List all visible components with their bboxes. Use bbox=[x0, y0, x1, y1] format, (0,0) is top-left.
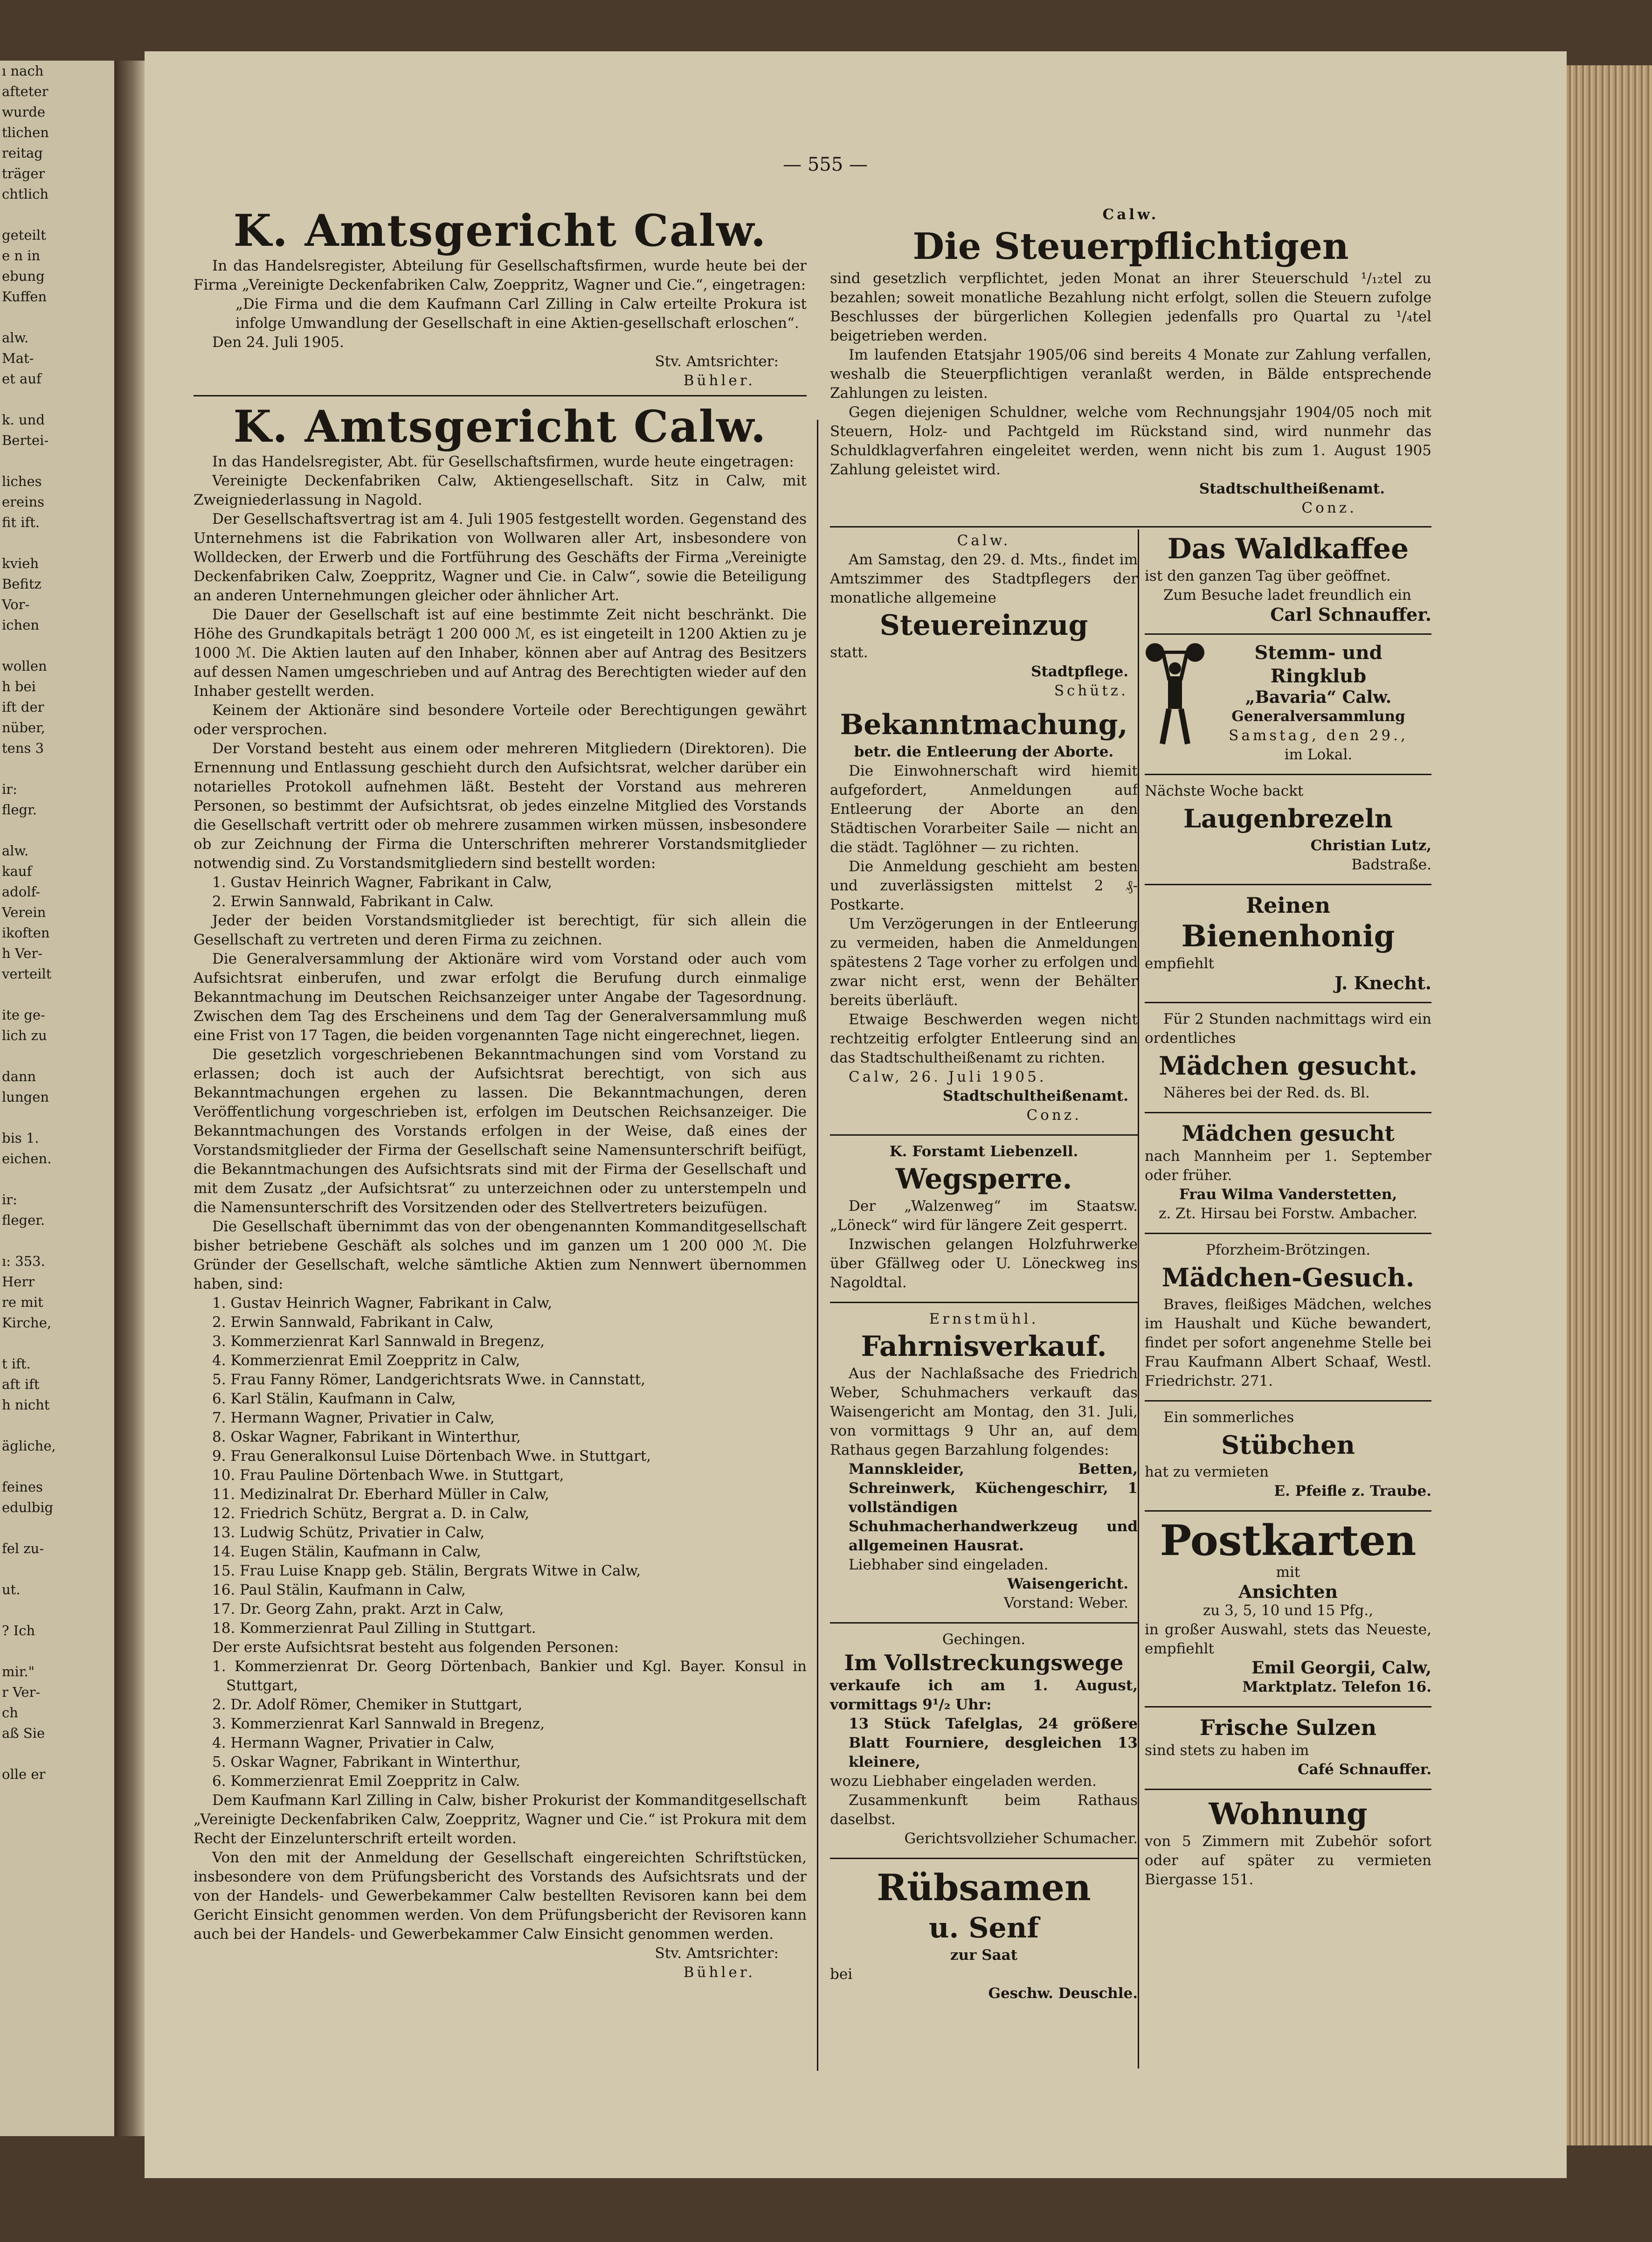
notice-bekanntmachung bbox=[830, 705, 1138, 1130]
prev-page-line: feines bbox=[2, 1479, 43, 1495]
prev-page-line: ir: bbox=[2, 1192, 17, 1208]
divider bbox=[830, 526, 1431, 528]
list-item: 13. Ludwig Schütz, Privatier in Calw, bbox=[212, 1524, 485, 1541]
notice-title: Bekanntmachung, bbox=[840, 708, 1128, 741]
ad-laugenbrezeln bbox=[1145, 780, 1431, 879]
column-rule bbox=[1138, 529, 1139, 2068]
list-item: 9. Frau Generalkonsul Luise Dörtenbach Wwe. in Stuttgart, bbox=[212, 1448, 651, 1465]
prev-page-line bbox=[0, 1230, 114, 1251]
ad-title: Postkarten bbox=[1160, 1516, 1417, 1565]
prev-page-line: ut. bbox=[2, 1582, 21, 1597]
list-item: 14. Eugen Stälin, Kaufmann in Calw, bbox=[212, 1543, 481, 1560]
prev-page-line: ichen bbox=[2, 617, 40, 633]
column-rule bbox=[817, 420, 818, 2071]
column-right bbox=[1145, 529, 1431, 1894]
notice-title: Die Steuerpflichtigen bbox=[912, 225, 1349, 268]
ad-signature: J. Knecht. bbox=[1334, 972, 1431, 993]
prev-page-line: aß Sie bbox=[2, 1725, 45, 1741]
prev-page-line: Verein bbox=[2, 904, 46, 920]
prev-page-line bbox=[0, 1107, 114, 1128]
list-item: 5. Frau Fanny Römer, Landgerichtsrats Wwe. in Cannstatt, bbox=[212, 1371, 646, 1388]
prev-page-line bbox=[0, 533, 114, 553]
prev-page-line: bis 1. bbox=[2, 1130, 39, 1146]
notice-steuereinzug bbox=[830, 529, 1138, 705]
prev-page-line bbox=[0, 1046, 114, 1066]
ad-text: Für 2 Stunden nachmittags wird ein ordentliches bbox=[1145, 1011, 1431, 1047]
prev-page-line: ch bbox=[2, 1705, 18, 1721]
ad-postkarten bbox=[1145, 1516, 1431, 1701]
prev-page-line: h nicht bbox=[2, 1397, 50, 1413]
notice-signature: Conz. bbox=[1301, 500, 1357, 516]
prev-page-line: wollen bbox=[2, 658, 47, 674]
ad-text: hat zu vermieten bbox=[1145, 1464, 1269, 1480]
prev-page-line: olle er bbox=[2, 1766, 46, 1782]
notice-text: Zusammenkunft beim Rathaus daselbst. bbox=[830, 1792, 1138, 1828]
list-item: 6. Karl Stälin, Kaufmann in Calw, bbox=[212, 1390, 456, 1407]
column-middle bbox=[830, 529, 1138, 2008]
ad-title-line2: u. Senf bbox=[928, 1912, 1039, 1944]
previous-page-edge bbox=[0, 61, 114, 2136]
prev-page-line: h Ver- bbox=[2, 945, 42, 961]
prev-page-line: eichen. bbox=[2, 1151, 52, 1166]
ad-title: Laugenbrezeln bbox=[1183, 804, 1393, 833]
ad-title: Rübsamen bbox=[877, 1867, 1091, 1909]
ad-text: in großer Auswahl, stets das Neueste, empfiehlt bbox=[1145, 1621, 1431, 1657]
prev-page-line bbox=[0, 1559, 114, 1579]
prev-page-line bbox=[0, 204, 114, 225]
divider bbox=[1145, 633, 1431, 635]
divider bbox=[1145, 884, 1431, 885]
notice-text: Der „Walzenweg“ im Staatsw. „Löneck“ wird für längere Zeit gesperrt. bbox=[830, 1198, 1138, 1234]
ad-text: bei bbox=[830, 1966, 853, 1983]
list-item: 8. Oskar Wagner, Fabrikant in Winterthur, bbox=[212, 1429, 521, 1445]
prev-page-line: ir: bbox=[2, 781, 17, 797]
notice-text: wozu Liebhaber eingeladen werden. bbox=[830, 1773, 1097, 1790]
notice-title: K. Amtsgericht Calw. bbox=[233, 401, 767, 452]
notice-text: Vereinigte Deckenfabriken Calw, Aktiengesellschaft. Sitz in Calw, mit Zweigniederlassung in Nagold. bbox=[194, 472, 807, 508]
ad-bienenhonig bbox=[1145, 890, 1431, 997]
list-item: 4. Hermann Wagner, Privatier in Calw, bbox=[212, 1735, 495, 1751]
ad-signature: Café Schnauffer. bbox=[1297, 1761, 1431, 1778]
list-item: 1. Kommerzienrat Dr. Georg Dörtenbach, Bankier und Kgl. Bayer. Konsul in Stuttgart, bbox=[212, 1658, 807, 1694]
book-gutter bbox=[114, 61, 145, 2136]
prev-page-line: et auf bbox=[2, 371, 41, 387]
notice-text: Von den mit der Anmeldung der Gesellschaft eingereichten Schriftstücken, insbesondere von dem Prüfungsbericht des Vorstands des Aufsichtsrats und der von der Handels- und Gewerbekammer Calw bestellten Revisoren kann bei dem Gericht Einsicht genommen werden. Von dem Prüfungsbericht der Revisoren kann auch bei der Handels- und Gewerbekammer Calw Einsicht genommen werden. bbox=[194, 1849, 807, 1943]
prev-page-line: ereins bbox=[2, 494, 45, 510]
notice-text: Etwaige Beschwerden wegen nicht rechtzeitig erfolgter Entleerung sind an das Stadtschultheißenamt zu richten. bbox=[830, 1011, 1138, 1066]
ad-title: Stübchen bbox=[1221, 1430, 1355, 1460]
ad-maedchen-1 bbox=[1145, 1008, 1431, 1107]
prev-page-line: ı: 353. bbox=[2, 1253, 45, 1269]
prev-page-line: Herr bbox=[2, 1274, 35, 1290]
ad-title: Mädchen gesucht bbox=[1182, 1121, 1395, 1146]
notice-items: 13 Stück Tafelglas, 24 größere Blatt Fourniere, desgleichen 13 kleinere, bbox=[849, 1715, 1138, 1770]
prev-page-line bbox=[0, 1415, 114, 1436]
prev-page-line: Kirche, bbox=[2, 1315, 52, 1331]
ad-sulzen bbox=[1145, 1712, 1431, 1784]
notice-text: Die Anmeldung geschieht am besten und zuverlässigsten mittelst 2 ₰-Postkarte. bbox=[830, 858, 1138, 913]
notice-date: Calw, 26. Juli 1905. bbox=[849, 1069, 1047, 1085]
divider bbox=[830, 1134, 1138, 1136]
prev-page-line: h bei bbox=[2, 679, 36, 694]
page-number: — 555 — bbox=[783, 154, 868, 175]
list-item: 2. Erwin Sannwald, Fabrikant in Calw, bbox=[212, 1314, 494, 1331]
ad-text: Nächste Woche backt bbox=[1145, 783, 1304, 799]
ad-text: Braves, fleißiges Mädchen, welches im Haushalt und Küche bewandert, findet per sofort angenehme Stelle bei Frau Kaufmann Albert Schaaf, Westl. Friedrichstr. 271. bbox=[1145, 1296, 1431, 1389]
ad-maedchen-2 bbox=[1145, 1118, 1431, 1228]
notice-text: Die Gesellschaft übernimmt das von der obengenannten Kommanditgesellschaft bisher betriebene Geschäft als solches und im ganzen um 1 200 000 ℳ. Die Gründer der Gesellschaft, welche sämtliche Aktien zum Nennwert übernommen haben, sind: bbox=[194, 1218, 807, 1292]
ad-text: Näheres bei der Red. ds. Bl. bbox=[1163, 1084, 1370, 1101]
notice-subtitle: betr. die Entleerung der Aborte. bbox=[854, 743, 1114, 760]
notice-signature-title: Stv. Amtsrichter: bbox=[655, 353, 779, 370]
notice-place: Calw. bbox=[957, 532, 1011, 549]
notice-signature-title: Stadtschultheißenamt. bbox=[1199, 480, 1385, 497]
notice-title: Fahrnisverkauf. bbox=[861, 1330, 1107, 1363]
notice-signature: Bühler. bbox=[683, 1964, 755, 1981]
list-item: 2. Erwin Sannwald, Fabrikant in Calw. bbox=[212, 893, 494, 910]
prev-page-line: geteilt bbox=[2, 227, 46, 243]
prev-page-line bbox=[0, 984, 114, 1005]
notice-signature-title: Stadtschultheißenamt. bbox=[942, 1088, 1128, 1104]
notice-text: Aus der Nachlaßsache des Friedrich Weber, Schuhmachers verkauft das Waisengericht am Montag, den 31. Juli, von vormittags 9 Uhr an, auf dem Rathaus gegen Barzahlung folgendes: bbox=[830, 1365, 1138, 1458]
divider bbox=[1145, 1112, 1431, 1113]
notice-text: statt. bbox=[830, 644, 868, 661]
prev-page-line: Befitz bbox=[2, 576, 41, 592]
prev-page-line bbox=[0, 820, 114, 840]
notice-items: Mannskleider, Betten, Schreinwerk, Küchengeschirr, 1 vollständigen Schuhmacherhandwerkzeug und allgemeinen Hausrat. bbox=[849, 1461, 1138, 1554]
notice-signature: Bühler. bbox=[683, 372, 755, 389]
notice-text: Am Samstag, den 29. d. Mts., findet im Amtszimmer des Stadtpflegers der monatliche allgemeine bbox=[830, 551, 1138, 606]
divider bbox=[1145, 1002, 1431, 1003]
notice-text: verkaufe ich am 1. August, vormittags 9¹/₂ Uhr: bbox=[830, 1677, 1138, 1713]
notice-place: Ernstmühl. bbox=[929, 1311, 1039, 1327]
notice-signature: Vorstand: Weber. bbox=[1003, 1595, 1128, 1611]
divider bbox=[830, 1622, 1138, 1624]
prev-page-line: alw. bbox=[2, 843, 29, 859]
notice-vollstreckung bbox=[830, 1628, 1138, 1853]
notice-signature: Gerichtsvollzieher Schumacher. bbox=[904, 1830, 1138, 1847]
prev-page-line: edulbig bbox=[2, 1499, 54, 1515]
ad-waldkaffee bbox=[1145, 529, 1431, 629]
prev-page-line bbox=[0, 1333, 114, 1354]
prev-page-line bbox=[0, 1518, 114, 1538]
ad-title: Das Waldkaffee bbox=[1167, 533, 1409, 565]
prev-page-line: reitag bbox=[2, 145, 43, 161]
list-item: 18. Kommerzienrat Paul Zilling in Stuttgart. bbox=[212, 1620, 536, 1637]
prev-page-line: träger bbox=[2, 166, 45, 181]
notice-text: Um Verzögerungen in der Entleerung zu vermeiden, haben die Anmeldungen spätestens 2 Tage vorher zu erfolgen und zwar nicht erst, wenn der Behälter bereits überläuft. bbox=[830, 916, 1138, 1009]
divider bbox=[830, 1302, 1138, 1303]
prev-page-line: Kuffen bbox=[2, 289, 47, 305]
prev-page-line: tens 3 bbox=[2, 740, 44, 756]
notice-amtsgericht-1 bbox=[194, 205, 807, 390]
notice-text: Gegen diejenigen Schuldner, welche vom Rechnungsjahr 1904/05 noch mit Steuern, Holz- und Pachtgeld im Rückstand sind, wird nunmehr das Schuldklagverfahren eingeleitet werden, wenn nicht bis zum 1. August 1905 Zahlung geleistet wird. bbox=[830, 404, 1431, 478]
prev-page-line: ägliche, bbox=[2, 1438, 56, 1454]
notice-title: Wegsperre. bbox=[895, 1163, 1072, 1195]
notice-signature: Conz. bbox=[1026, 1107, 1082, 1124]
notice-text: Jeder der beiden Vorstandsmitglieder ist berechtigt, für sich allein die Gesellschaft zu vertreten und deren Firma zu zeichnen. bbox=[194, 912, 807, 948]
prev-page-line: verteilt bbox=[2, 966, 52, 982]
list-item: 2. Dr. Adolf Römer, Chemiker in Stuttgart, bbox=[212, 1696, 523, 1713]
prev-page-line: dann bbox=[2, 1069, 36, 1084]
divider bbox=[1145, 774, 1431, 775]
ad-signature: Carl Schnauffer. bbox=[1270, 604, 1431, 625]
ad-title: Frische Sulzen bbox=[1199, 1715, 1377, 1740]
prev-page-line: tlichen bbox=[2, 125, 49, 140]
ad-text: Zum Besuche ladet freundlich ein bbox=[1163, 587, 1411, 604]
notice-date: Den 24. Juli 1905. bbox=[212, 334, 344, 351]
prev-page-line: t ift. bbox=[2, 1356, 31, 1372]
ad-address: Marktplatz. Telefon 16. bbox=[1242, 1679, 1431, 1695]
divider bbox=[1145, 1706, 1431, 1708]
ad-title: Mädchen gesucht. bbox=[1159, 1051, 1417, 1081]
ad-subtitle: „Bavaria“ Calw. bbox=[1245, 687, 1392, 707]
notice-text: Der Gesellschaftsvertrag ist am 4. Juli 1905 festgestellt worden. Gegenstand des Unternehmens ist die Fabrikation von Wollwaren aller Art, insbesondere von Wolldecken, der Erwerb und die Fortführung des Geschäfts der Firma „Vereinigte Deckenfabriken Calw, Zoeppritz, Wagner und Cie. in Calw“, sowie die Beteiligung an anderen Unternehmungen gleicher oder ähnlicher Art. bbox=[194, 511, 807, 604]
prev-page-line: ift der bbox=[2, 699, 44, 715]
list-item: 1. Gustav Heinrich Wagner, Fabrikant in Calw, bbox=[212, 1295, 553, 1312]
prev-page-line bbox=[0, 307, 114, 327]
ad-title-line2: Bienenhonig bbox=[1181, 919, 1395, 954]
prev-page-line bbox=[0, 1641, 114, 1661]
ad-place: Pforzheim-Brötzingen. bbox=[1205, 1242, 1371, 1258]
prev-page-line bbox=[0, 758, 114, 779]
prev-page-line: re mit bbox=[2, 1294, 43, 1310]
divider bbox=[194, 395, 807, 396]
list-item: 3. Kommerzienrat Karl Sannwald in Bregenz, bbox=[212, 1333, 545, 1350]
notice-text: Der Vorstand besteht aus einem oder mehreren Mitgliedern (Direktoren). Die Ernennung und Entlassung geschieht durch den Aufsichtsrat, welcher darüber ein notarielles Protokoll aufnehmen läßt. Besteht der Vorstand aus mehreren Personen, so bestimmt der Aufsichtsrat, ob jedes einzelne Mitglied des Vorstands die Gesellschaft vertritt oder ob mehrere zusammen wirken müssen, insbesondere ob zur Zeichnung der Firma die Unterschriften mehrerer Vorstandsmitglieder notwendig sind. Zu Vorstandsmitgliedern sind bestellt worden: bbox=[194, 740, 807, 872]
divider bbox=[1145, 1400, 1431, 1402]
ad-signature: E. Pfeifle z. Traube. bbox=[1274, 1483, 1431, 1499]
prev-page-line: k. und bbox=[2, 412, 45, 428]
ad-text: empfiehlt bbox=[1145, 955, 1214, 972]
notice-title: K. Amtsgericht Calw. bbox=[233, 205, 767, 257]
ad-text: ist den ganzen Tag über geöffnet. bbox=[1145, 568, 1391, 584]
ad-text: im Lokal. bbox=[1284, 746, 1353, 763]
ad-stuebchen bbox=[1145, 1406, 1431, 1506]
notice-signature-title: Stv. Amtsrichter: bbox=[655, 1945, 779, 1962]
prev-page-line: lungen bbox=[2, 1089, 49, 1105]
ad-title: Stemm- und Ringklub bbox=[1254, 642, 1382, 687]
notice-wegsperre bbox=[830, 1140, 1138, 1297]
ad-signature: Frau Wilma Vanderstetten, bbox=[1179, 1186, 1397, 1203]
prev-page-line: mir." bbox=[2, 1664, 35, 1680]
page-edges bbox=[1567, 65, 1652, 2145]
ad-title: Mädchen-Gesuch. bbox=[1161, 1263, 1415, 1292]
divider bbox=[1145, 1510, 1431, 1512]
prev-page-line: alw. bbox=[2, 330, 29, 346]
notice-signature-title: Waisengericht. bbox=[1007, 1576, 1128, 1592]
prev-page-line: e n in bbox=[2, 248, 41, 264]
list-item: 11. Medizinalrat Dr. Eberhard Müller in Calw, bbox=[212, 1486, 549, 1503]
prev-page-line bbox=[0, 451, 114, 471]
prev-page-line bbox=[0, 635, 114, 656]
prev-page-line: adolf- bbox=[2, 884, 41, 900]
list-item: 1. Gustav Heinrich Wagner, Fabrikant in Calw, bbox=[212, 874, 553, 891]
prev-page-line: ı nach bbox=[2, 63, 44, 79]
list-item: 16. Paul Stälin, Kaufmann in Calw, bbox=[212, 1582, 466, 1598]
list-item: 15. Frau Luise Knapp geb. Stälin, Bergrats Witwe in Calw, bbox=[212, 1562, 641, 1579]
prev-page-line bbox=[0, 1743, 114, 1764]
prev-page-line: fel zu- bbox=[2, 1541, 44, 1556]
notice-title: Steuereinzug bbox=[879, 609, 1088, 642]
weightlifter-icon bbox=[1145, 641, 1205, 749]
notice-amtsgericht-2 bbox=[194, 401, 807, 1982]
prev-page-line: fit ift. bbox=[2, 514, 40, 530]
ad-text: von 5 Zimmern mit Zubehör sofort oder auf später zu vermieten Biergasse 151. bbox=[1145, 1833, 1431, 1888]
prev-page-line: ite ge- bbox=[2, 1007, 45, 1023]
aufsichtsrat-list bbox=[194, 1657, 807, 1791]
notice-text: Dem Kaufmann Karl Zilling in Calw, bisher Prokurist der Kommanditgesellschaft „Vereinigte Deckenfabriken Calw, Zoeppritz, Wagner und Cie.“ ist Prokura mit dem Recht der Einzelunterschrift erteilt worden. bbox=[194, 1792, 807, 1847]
notice-text: Die Einwohnerschaft wird hiemit aufgefordert, Anmeldungen auf Entleerung der Aborte an den Städtischen Vorarbeiter Saile — nicht an die städt. Taglöhner — zu richten. bbox=[830, 763, 1138, 856]
ad-title: Reinen bbox=[1245, 893, 1331, 918]
prev-page-line: chtlich bbox=[2, 186, 49, 202]
list-item: 7. Hermann Wagner, Privatier in Calw, bbox=[212, 1409, 495, 1426]
prev-page-line: aft ift bbox=[2, 1376, 40, 1392]
notice-signature: Schütz. bbox=[1054, 682, 1128, 699]
list-item: 4. Kommerzienrat Emil Zoeppritz in Calw, bbox=[212, 1352, 520, 1369]
ad-address: Badstraße. bbox=[1351, 856, 1431, 873]
prev-page-line: kauf bbox=[2, 863, 32, 879]
prev-page-line: r Ver- bbox=[2, 1684, 41, 1700]
notice-text: sind gesetzlich verpflichtet, jeden Monat an ihrer Steuerschuld ¹/₁₂tel zu bezahlen; soweit monatliche Bezahlung nicht erfolgt, sollen die Steuern zufolge Beschlusses der bürgerlichen Kollegien jedenfalls pro Quartal zu ¹/₄tel beigetrieben werden. bbox=[830, 270, 1431, 344]
prev-page-line bbox=[0, 1600, 114, 1620]
ad-text: Ein sommerliches bbox=[1163, 1409, 1294, 1426]
prev-page-line: Mat- bbox=[2, 350, 34, 366]
ad-text: mit bbox=[1276, 1564, 1300, 1581]
ad-text: Samstag, den 29., bbox=[1229, 727, 1408, 744]
notice-place: K. Forstamt Liebenzell. bbox=[889, 1143, 1078, 1160]
ad-text: sind stets zu haben im bbox=[1145, 1742, 1309, 1759]
gruender-list bbox=[194, 1294, 807, 1638]
list-item: 12. Friedrich Schütz, Bergrat a. D. in Calw, bbox=[212, 1505, 530, 1522]
ad-wohnung bbox=[1145, 1795, 1431, 1894]
prev-page-line: nüber, bbox=[2, 720, 45, 736]
prev-page-line: liches bbox=[2, 473, 42, 489]
prev-page-line: wurde bbox=[2, 104, 46, 120]
ad-signature: Geschw. Deuschle. bbox=[988, 1985, 1138, 2002]
notice-place: Gechingen. bbox=[942, 1631, 1026, 1648]
notice-text: Liebhaber sind eingeladen. bbox=[849, 1556, 1049, 1573]
notice-text: Die gesetzlich vorgeschriebenen Bekanntmachungen sind vom Vorstand zu erlassen; doch ist auch der Aufsichtsrat berechtigt, von sich aus Bekanntmachungen ergehen zu lassen. Die Bekanntmachungen, deren Veröffentlichung vorgeschrieben ist, erfolgen im Deutschen Reichsanzeiger. Die Bekanntmachungen des Vorstands erfolgen in der Weise, daß eines der Vorstandsmitglieder der Firma der Gesellschaft seine Namensunterschrift beifügt, die Bekanntmachungen des Aufsichtsrats sind mit der Firma der Gesellschaft und mit dem Zusatz „der Aufsichtsrat“ zu unterzeichnen oder zu unterstempeln und die Namensunterschrift des Vorsitzenden oder des Stellvertreters beizufügen. bbox=[194, 1046, 807, 1216]
notice-place: Calw. bbox=[1102, 206, 1159, 223]
ad-subtitle: Ansichten bbox=[1238, 1581, 1338, 1602]
prev-page-line bbox=[0, 389, 114, 410]
divider bbox=[830, 1858, 1138, 1859]
ad-subtitle: zur Saat bbox=[950, 1947, 1018, 1964]
prev-page-line: lich zu bbox=[2, 1027, 47, 1043]
list-item: 3. Kommerzienrat Karl Sannwald in Bregenz, bbox=[212, 1715, 545, 1732]
prev-page-line bbox=[0, 1456, 114, 1477]
notice-text: Im laufenden Etatsjahr 1905/06 sind bereits 4 Monate zur Zahlung verfallen, weshalb die Steuerpflichtigen veranlaßt werden, in Bälde entsprechende Zahlungen zu leisten. bbox=[830, 347, 1431, 402]
ad-title: Wohnung bbox=[1209, 1797, 1368, 1832]
prev-page-line: fleger. bbox=[2, 1212, 45, 1228]
notice-text: Inzwischen gelangen Holzfuhrwerke über Gfällweg oder U. Löneckweg ins Nagoldtal. bbox=[830, 1236, 1138, 1291]
prev-page-line: flegr. bbox=[2, 802, 37, 818]
list-item: 6. Kommerzienrat Emil Zoeppritz in Calw. bbox=[212, 1773, 520, 1790]
ad-maedchen-3 bbox=[1145, 1239, 1431, 1395]
notice-text: In das Handelsregister, Abt. für Gesellschaftsfirmen, wurde heute eingetragen: bbox=[212, 453, 794, 470]
ad-text: zu 3, 5, 10 und 15 Pfg., bbox=[1203, 1602, 1374, 1619]
list-item: 10. Frau Pauline Dörtenbach Wwe. in Stuttgart, bbox=[212, 1467, 564, 1484]
list-item: 17. Dr. Georg Zahn, prakt. Arzt in Calw, bbox=[212, 1601, 504, 1617]
notice-steuerpflichtige bbox=[830, 205, 1431, 518]
notice-text: In das Handelsregister, Abteilung für Gesellschaftsfirmen, wurde heute bei der Firma „Vereinigte Deckenfabriken Calw, Zoeppritz, Wagner und Cie.“, eingetragen: bbox=[194, 257, 807, 293]
prev-page-line bbox=[0, 1169, 114, 1189]
notice-text: Der erste Aufsichtsrat besteht aus folgenden Personen: bbox=[212, 1639, 619, 1656]
notice-signature-title: Stadtpflege. bbox=[1031, 663, 1128, 680]
ad-heading: Generalversammlung bbox=[1231, 708, 1405, 725]
ad-address: z. Zt. Hirsau bei Forstw. Ambacher. bbox=[1159, 1205, 1417, 1222]
prev-page-line: kvieh bbox=[2, 555, 39, 571]
notice-text: Die Dauer der Gesellschaft ist auf eine bestimmte Zeit nicht beschränkt. Die Höhe des Grundkapitals beträgt 1 200 000 ℳ, es ist eingeteilt in 1200 Aktien zu je 1000 ℳ. Die Aktien lauten auf den Inhaber, können aber auf Antrag des Besitzers auf dessen Namen umgeschrieben und auf Antrag des Berechtigten wieder auf den Inhaber gestellt werden. bbox=[194, 606, 807, 700]
ad-signature: Christian Lutz, bbox=[1310, 837, 1431, 854]
divider bbox=[1145, 1233, 1431, 1234]
ad-text: nach Mannheim per 1. September oder früher. bbox=[1145, 1148, 1431, 1184]
prev-page-line: ? Ich bbox=[2, 1623, 35, 1638]
list-item: 5. Oskar Wagner, Fabrikant in Winterthur, bbox=[212, 1754, 521, 1770]
notice-fahrnisverkauf bbox=[830, 1308, 1138, 1617]
notice-quote: „Die Firma und die dem Kaufmann Carl Zilling in Calw erteilte Prokura ist infolge Umwandlung der Gesellschaft in eine Aktien-gesellschaft erloschen“. bbox=[235, 296, 807, 332]
ad-stemmklub bbox=[1145, 639, 1431, 769]
ad-signature: Emil Georgii, Calw, bbox=[1251, 1658, 1431, 1678]
prev-page-line: ikoften bbox=[2, 925, 50, 941]
column-left bbox=[194, 205, 807, 1982]
notice-title: Im Vollstreckungswege bbox=[844, 1650, 1124, 1675]
notice-text: Die Generalversammlung der Aktionäre wird vom Vorstand oder auch vom Aufsichtsrat einberufen, und zwar erfolgt die Berufung durch einmalige Bekanntmachung im Deutschen Reichsanzeiger unter Angabe der Tagesordnung. Zwischen dem Tag des Erscheinens und dem Tag der Generalversammlung muß eine Frist von 17 Tagen, die beiden vorgenannten Tage nicht eingerechnet, liegen. bbox=[194, 951, 807, 1044]
ad-ruebsamen bbox=[830, 1864, 1138, 2008]
notice-text: Keinem der Aktionäre sind besondere Vorteile oder Berechtigungen gewährt oder versprochen. bbox=[194, 702, 807, 738]
prev-page-line: Bertei- bbox=[2, 432, 49, 448]
prev-page-line: afteter bbox=[2, 83, 48, 99]
vorstand-list bbox=[194, 873, 807, 911]
prev-page-line: Vor- bbox=[2, 597, 30, 612]
divider bbox=[1145, 1789, 1431, 1790]
prev-page-line: ebung bbox=[2, 268, 45, 284]
